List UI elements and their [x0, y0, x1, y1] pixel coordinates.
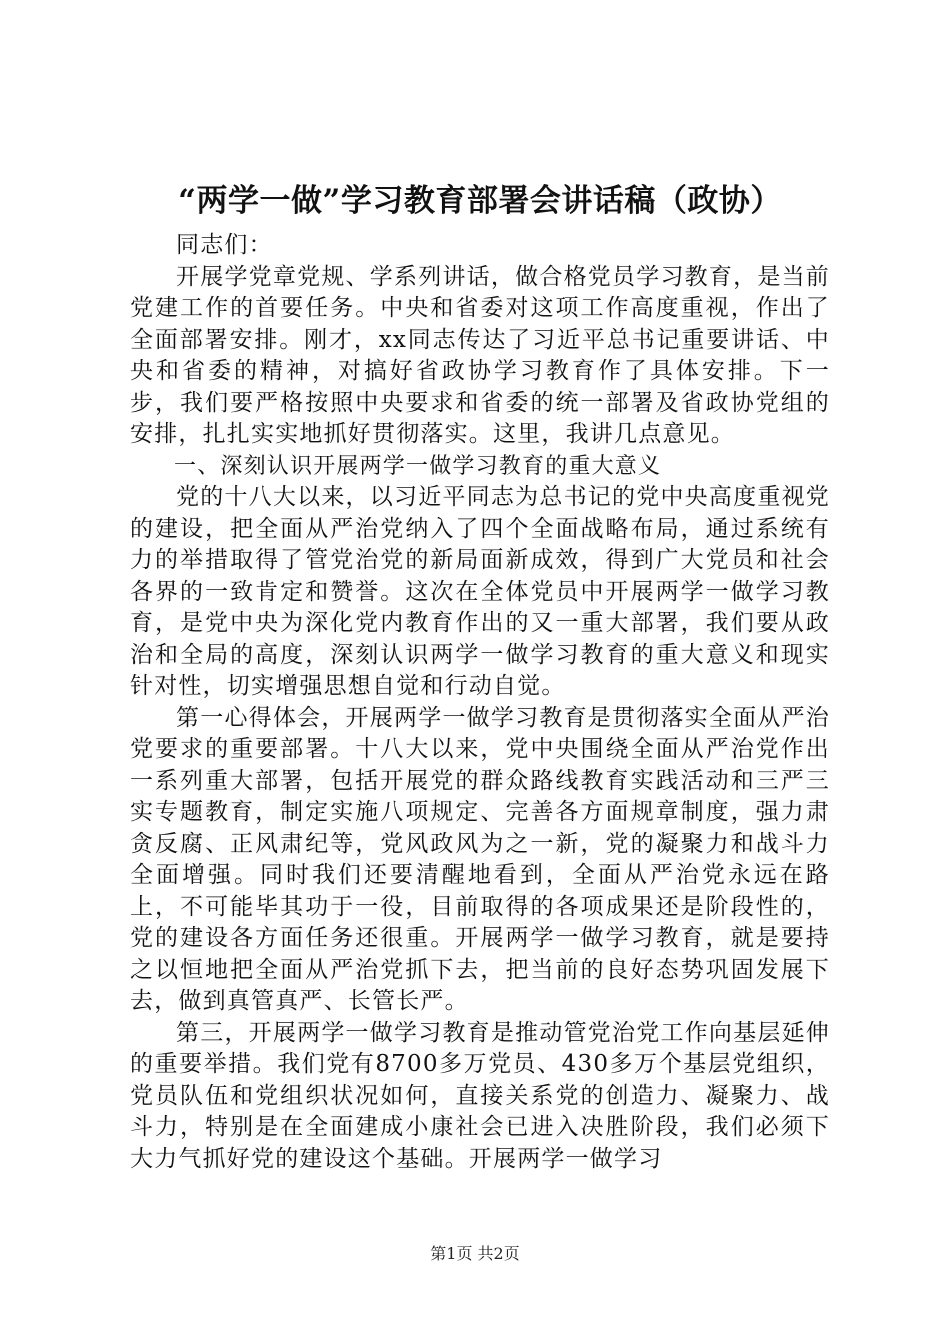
- salutation: 同志们：: [176, 232, 273, 258]
- section-paragraph-3: 第三，开展两学一做学习教育是推动管党治党工作向基层延伸的重要举措。我们党有8700多万党员、430多万个基层党组织，党员队伍和党组织状况如何，直接关系党的创造力、凝聚力、战斗力，特别是在全面建成小康社会已进入决胜阶段，我们必须下大力气抓好党的建设这个基础。开展两学一做学习: [130, 1019, 830, 1172]
- section-paragraph-1: 党的十八大以来，以习近平同志为总书记的党中央高度重视党的建设，把全面从严治党纳入了四个全面战略布局，通过系统有力的举措取得了管党治党的新局面新成效，得到广大党员和社会各界的一致肯定和赞誉。这次在全体党员中开展两学一做学习教育，是党中央为深化党内教育作出的又一重大部署，我们要从政治和全局的高度，深刻认识两学一做学习教育的重大意义和现实针对性，切实增强思想自觉和行动自觉。: [130, 484, 830, 699]
- section-paragraph-2: 第一心得体会，开展两学一做学习教育是贯彻落实全面从严治党要求的重要部署。十八大以来，党中央围绕全面从严治党作出一系列重大部署，包括开展党的群众路线教育实践活动和三严三实专题教育，制定实施八项规定、完善各方面规章制度，强力肃贪反腐、正风肃纪等，党风政风为之一新，党的凝聚力和战斗力全面增强。同时我们还要清醒地看到，全面从严治党永远在路上，不可能毕其功于一役，目前取得的各项成果还是阶段性的，党的建设各方面任务还很重。开展两学一做学习教育，就是要持之以恒地把全面从严治党抓下去，把当前的良好态势巩固发展下去，做到真管真严、长管长严。: [130, 704, 830, 1014]
- intro-paragraph: 开展学党章党规、学系列讲话，做合格党员学习教育，是当前党建工作的首要任务。中央和省委对这项工作高度重视，作出了全面部署安排。刚才，xx同志传达了习近平总书记重要讲话、中央和省委的精神，对搞好省政协学习教育作了具体安排。下一步，我们要严格按照中央要求和省委的统一部署及省政协党组的安排，扎扎实实地抓好贯彻落实。这里，我讲几点意见。: [130, 263, 830, 447]
- document-title: “两学一做”学习教育部署会讲话稿（政协）: [178, 183, 782, 219]
- document-body: [130, 230, 830, 1175]
- section-heading: 一、深刻认识开展两学一做学习教育的重大意义: [174, 453, 662, 479]
- page-indicator: 第1页 共2页: [430, 1244, 520, 1263]
